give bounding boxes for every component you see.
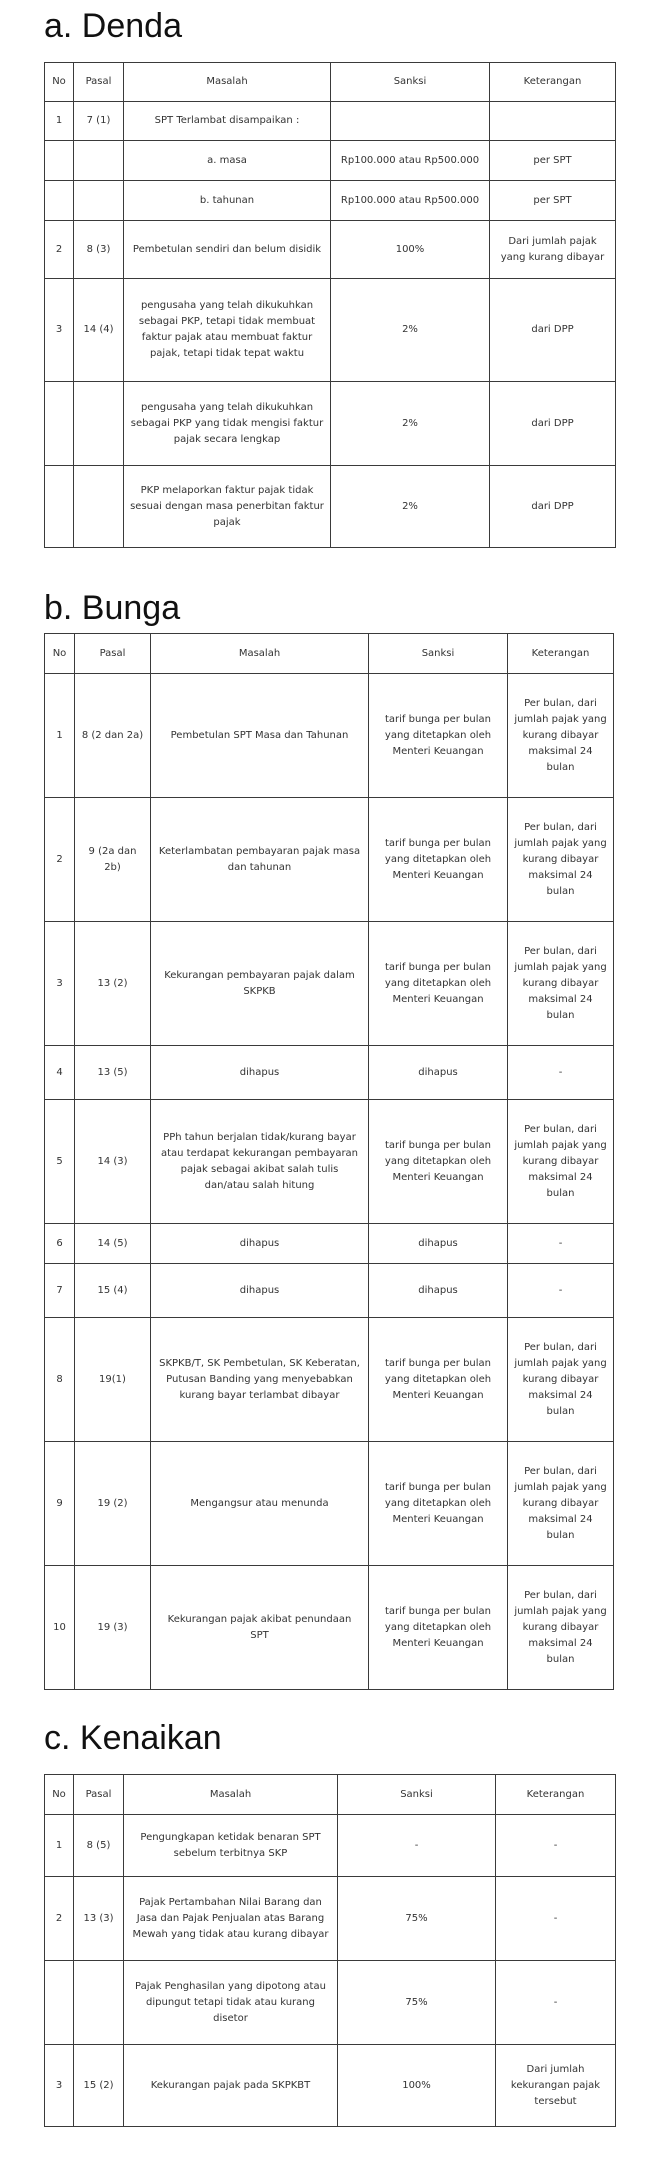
cell-no xyxy=(45,141,74,181)
cell-no: 2 xyxy=(45,221,74,279)
cell-masalah: Kekurangan pajak pada SKPKBT xyxy=(124,2045,338,2127)
table-row xyxy=(45,466,616,548)
cell-keterangan: - xyxy=(496,1961,616,2045)
cell-keterangan: - xyxy=(508,1224,614,1264)
cell-sanksi: - xyxy=(338,1815,496,1877)
cell-no: 1 xyxy=(45,674,75,798)
header-sanksi: Sanksi xyxy=(369,634,508,674)
cell-no: 2 xyxy=(45,798,75,922)
section-bunga xyxy=(44,588,615,1690)
cell-pasal: 13 (5) xyxy=(75,1046,151,1100)
cell-keterangan: Per bulan, dari jumlah pajak yang kurang dibayar maksimal 24 bulan xyxy=(508,1318,614,1442)
cell-masalah: a. masa xyxy=(124,141,331,181)
table-row xyxy=(45,181,616,221)
header-masalah: Masalah xyxy=(124,1775,338,1815)
table-row xyxy=(45,674,614,798)
cell-pasal: 14 (5) xyxy=(75,1224,151,1264)
cell-sanksi: 100% xyxy=(331,221,490,279)
cell-sanksi: tarif bunga per bulan yang ditetapkan oleh Menteri Keuangan xyxy=(369,1100,508,1224)
table-row xyxy=(45,1318,614,1442)
cell-pasal: 13 (3) xyxy=(74,1877,124,1961)
cell-keterangan xyxy=(490,102,616,141)
header-pasal: Pasal xyxy=(74,1775,124,1815)
cell-keterangan: Dari jumlah kekurangan pajak tersebut xyxy=(496,2045,616,2127)
cell-keterangan: Per bulan, dari jumlah pajak yang kurang dibayar maksimal 24 bulan xyxy=(508,1442,614,1566)
cell-pasal: 19 (3) xyxy=(75,1566,151,1690)
cell-keterangan: Per bulan, dari jumlah pajak yang kurang dibayar maksimal 24 bulan xyxy=(508,1566,614,1690)
cell-masalah: PKP melaporkan faktur pajak tidak sesuai dengan masa penerbitan faktur pajak xyxy=(124,466,331,548)
cell-sanksi: dihapus xyxy=(369,1264,508,1318)
header-sanksi: Sanksi xyxy=(331,63,490,102)
cell-sanksi: Rp100.000 atau Rp500.000 xyxy=(331,181,490,221)
cell-masalah: Pajak Penghasilan yang dipotong atau dipungut tetapi tidak atau kurang disetor xyxy=(124,1961,338,2045)
cell-pasal xyxy=(74,181,124,221)
table-row xyxy=(45,1815,616,1877)
cell-pasal: 14 (3) xyxy=(75,1100,151,1224)
cell-masalah: dihapus xyxy=(151,1046,369,1100)
cell-pasal xyxy=(74,1961,124,2045)
cell-masalah: Pengungkapan ketidak benaran SPT sebelum terbitnya SKP xyxy=(124,1815,338,1877)
cell-sanksi: 2% xyxy=(331,466,490,548)
table-row xyxy=(45,1224,614,1264)
cell-keterangan: Per bulan, dari jumlah pajak yang kurang dibayar maksimal 24 bulan xyxy=(508,1100,614,1224)
cell-keterangan: - xyxy=(508,1264,614,1318)
kenaikan-table xyxy=(44,1774,616,2127)
denda-table xyxy=(44,62,616,548)
cell-masalah: Keterlambatan pembayaran pajak masa dan tahunan xyxy=(151,798,369,922)
section-kenaikan xyxy=(44,1718,615,2127)
cell-pasal: 8 (2 dan 2a) xyxy=(75,674,151,798)
cell-masalah: SPT Terlambat disampaikan : xyxy=(124,102,331,141)
cell-no: 8 xyxy=(45,1318,75,1442)
cell-keterangan: - xyxy=(496,1815,616,1877)
denda-body xyxy=(45,102,616,548)
cell-sanksi: dihapus xyxy=(369,1224,508,1264)
table-row xyxy=(45,1264,614,1318)
section-title: b. Bunga xyxy=(44,589,181,627)
table-row xyxy=(45,1046,614,1100)
cell-sanksi: tarif bunga per bulan yang ditetapkan oleh Menteri Keuangan xyxy=(369,1318,508,1442)
cell-keterangan: per SPT xyxy=(490,141,616,181)
cell-sanksi xyxy=(331,102,490,141)
cell-keterangan: - xyxy=(496,1877,616,1961)
table-row xyxy=(45,221,616,279)
cell-no: 1 xyxy=(45,1815,74,1877)
cell-no xyxy=(45,181,74,221)
cell-masalah: Pajak Pertambahan Nilai Barang dan Jasa dan Pajak Penjualan atas Barang Mewah yang tidak atau kurang dibayar xyxy=(124,1877,338,1961)
table-row xyxy=(45,1566,614,1690)
header-keterangan: Keterangan xyxy=(496,1775,616,1815)
cell-keterangan: - xyxy=(508,1046,614,1100)
cell-pasal: 19 (2) xyxy=(75,1442,151,1566)
cell-masalah: SKPKB/T, SK Pembetulan, SK Keberatan, Putusan Banding yang menyebabkan kurang bayar terlambat dibayar xyxy=(151,1318,369,1442)
cell-masalah: Pembetulan SPT Masa dan Tahunan xyxy=(151,674,369,798)
table-header-row xyxy=(45,1775,616,1815)
table-row xyxy=(45,922,614,1046)
cell-no: 5 xyxy=(45,1100,75,1224)
cell-sanksi: tarif bunga per bulan yang ditetapkan oleh Menteri Keuangan xyxy=(369,1566,508,1690)
cell-sanksi: tarif bunga per bulan yang ditetapkan oleh Menteri Keuangan xyxy=(369,674,508,798)
cell-sanksi: tarif bunga per bulan yang ditetapkan oleh Menteri Keuangan xyxy=(369,798,508,922)
cell-keterangan: Per bulan, dari jumlah pajak yang kurang dibayar maksimal 24 bulan xyxy=(508,798,614,922)
cell-no: 3 xyxy=(45,922,75,1046)
cell-no xyxy=(45,466,74,548)
cell-sanksi: dihapus xyxy=(369,1046,508,1100)
cell-sanksi: 2% xyxy=(331,279,490,382)
cell-keterangan: Dari jumlah pajak yang kurang dibayar xyxy=(490,221,616,279)
cell-no: 7 xyxy=(45,1264,75,1318)
cell-masalah: dihapus xyxy=(151,1264,369,1318)
cell-pasal: 9 (2a dan 2b) xyxy=(75,798,151,922)
bunga-body xyxy=(45,674,614,1690)
cell-no: 10 xyxy=(45,1566,75,1690)
header-masalah: Masalah xyxy=(151,634,369,674)
cell-masalah: pengusaha yang telah dikukuhkan sebagai PKP yang tidak mengisi faktur pajak secara lengkap xyxy=(124,382,331,466)
cell-pasal: 19(1) xyxy=(75,1318,151,1442)
header-keterangan: Keterangan xyxy=(508,634,614,674)
cell-pasal: 13 (2) xyxy=(75,922,151,1046)
cell-no: 3 xyxy=(45,2045,74,2127)
cell-sanksi: tarif bunga per bulan yang ditetapkan oleh Menteri Keuangan xyxy=(369,1442,508,1566)
table-header-row xyxy=(45,634,614,674)
section-title: a. Denda xyxy=(44,7,182,45)
kenaikan-body xyxy=(45,1815,616,2127)
cell-masalah: PPh tahun berjalan tidak/kurang bayar atau terdapat kekurangan pembayaran pajak sebagai akibat salah tulis dan/atau salah hitung xyxy=(151,1100,369,1224)
header-keterangan: Keterangan xyxy=(490,63,616,102)
cell-pasal xyxy=(74,466,124,548)
cell-sanksi: 100% xyxy=(338,2045,496,2127)
header-pasal: Pasal xyxy=(74,63,124,102)
cell-pasal: 15 (4) xyxy=(75,1264,151,1318)
header-no: No xyxy=(45,1775,74,1815)
bunga-table xyxy=(44,633,614,1690)
table-row xyxy=(45,798,614,922)
table-row xyxy=(45,1442,614,1566)
cell-pasal: 8 (3) xyxy=(74,221,124,279)
table-row xyxy=(45,141,616,181)
cell-sanksi: 75% xyxy=(338,1961,496,2045)
cell-masalah: Kekurangan pajak akibat penundaan SPT xyxy=(151,1566,369,1690)
table-header-row xyxy=(45,63,616,102)
cell-masalah: pengusaha yang telah dikukuhkan sebagai PKP, tetapi tidak membuat faktur pajak atau membuat faktur pajak, tetapi tidak tepat waktu xyxy=(124,279,331,382)
header-no: No xyxy=(45,634,75,674)
cell-keterangan: Per bulan, dari jumlah pajak yang kurang dibayar maksimal 24 bulan xyxy=(508,922,614,1046)
cell-sanksi: 75% xyxy=(338,1877,496,1961)
cell-sanksi: Rp100.000 atau Rp500.000 xyxy=(331,141,490,181)
cell-masalah: Mengangsur atau menunda xyxy=(151,1442,369,1566)
cell-no: 6 xyxy=(45,1224,75,1264)
cell-no xyxy=(45,1961,74,2045)
cell-masalah: b. tahunan xyxy=(124,181,331,221)
cell-pasal: 14 (4) xyxy=(74,279,124,382)
cell-pasal: 8 (5) xyxy=(74,1815,124,1877)
cell-no: 9 xyxy=(45,1442,75,1566)
header-masalah: Masalah xyxy=(124,63,331,102)
header-no: No xyxy=(45,63,74,102)
table-row xyxy=(45,1961,616,2045)
cell-pasal: 15 (2) xyxy=(74,2045,124,2127)
table-row xyxy=(45,382,616,466)
cell-no xyxy=(45,382,74,466)
cell-no: 1 xyxy=(45,102,74,141)
cell-no: 2 xyxy=(45,1877,74,1961)
cell-masalah: dihapus xyxy=(151,1224,369,1264)
cell-pasal xyxy=(74,141,124,181)
section-denda xyxy=(44,6,615,548)
cell-keterangan: per SPT xyxy=(490,181,616,221)
header-sanksi: Sanksi xyxy=(338,1775,496,1815)
cell-keterangan: dari DPP xyxy=(490,466,616,548)
table-row xyxy=(45,2045,616,2127)
cell-masalah: Kekurangan pembayaran pajak dalam SKPKB xyxy=(151,922,369,1046)
header-pasal: Pasal xyxy=(75,634,151,674)
cell-pasal: 7 (1) xyxy=(74,102,124,141)
table-row xyxy=(45,1100,614,1224)
cell-keterangan: dari DPP xyxy=(490,382,616,466)
section-title: c. Kenaikan xyxy=(44,1719,222,1757)
cell-keterangan: Per bulan, dari jumlah pajak yang kurang dibayar maksimal 24 bulan xyxy=(508,674,614,798)
cell-sanksi: tarif bunga per bulan yang ditetapkan oleh Menteri Keuangan xyxy=(369,922,508,1046)
cell-no: 3 xyxy=(45,279,74,382)
cell-pasal xyxy=(74,382,124,466)
table-row xyxy=(45,102,616,141)
cell-keterangan: dari DPP xyxy=(490,279,616,382)
cell-no: 4 xyxy=(45,1046,75,1100)
table-row xyxy=(45,279,616,382)
cell-sanksi: 2% xyxy=(331,382,490,466)
table-row xyxy=(45,1877,616,1961)
cell-masalah: Pembetulan sendiri dan belum disidik xyxy=(124,221,331,279)
